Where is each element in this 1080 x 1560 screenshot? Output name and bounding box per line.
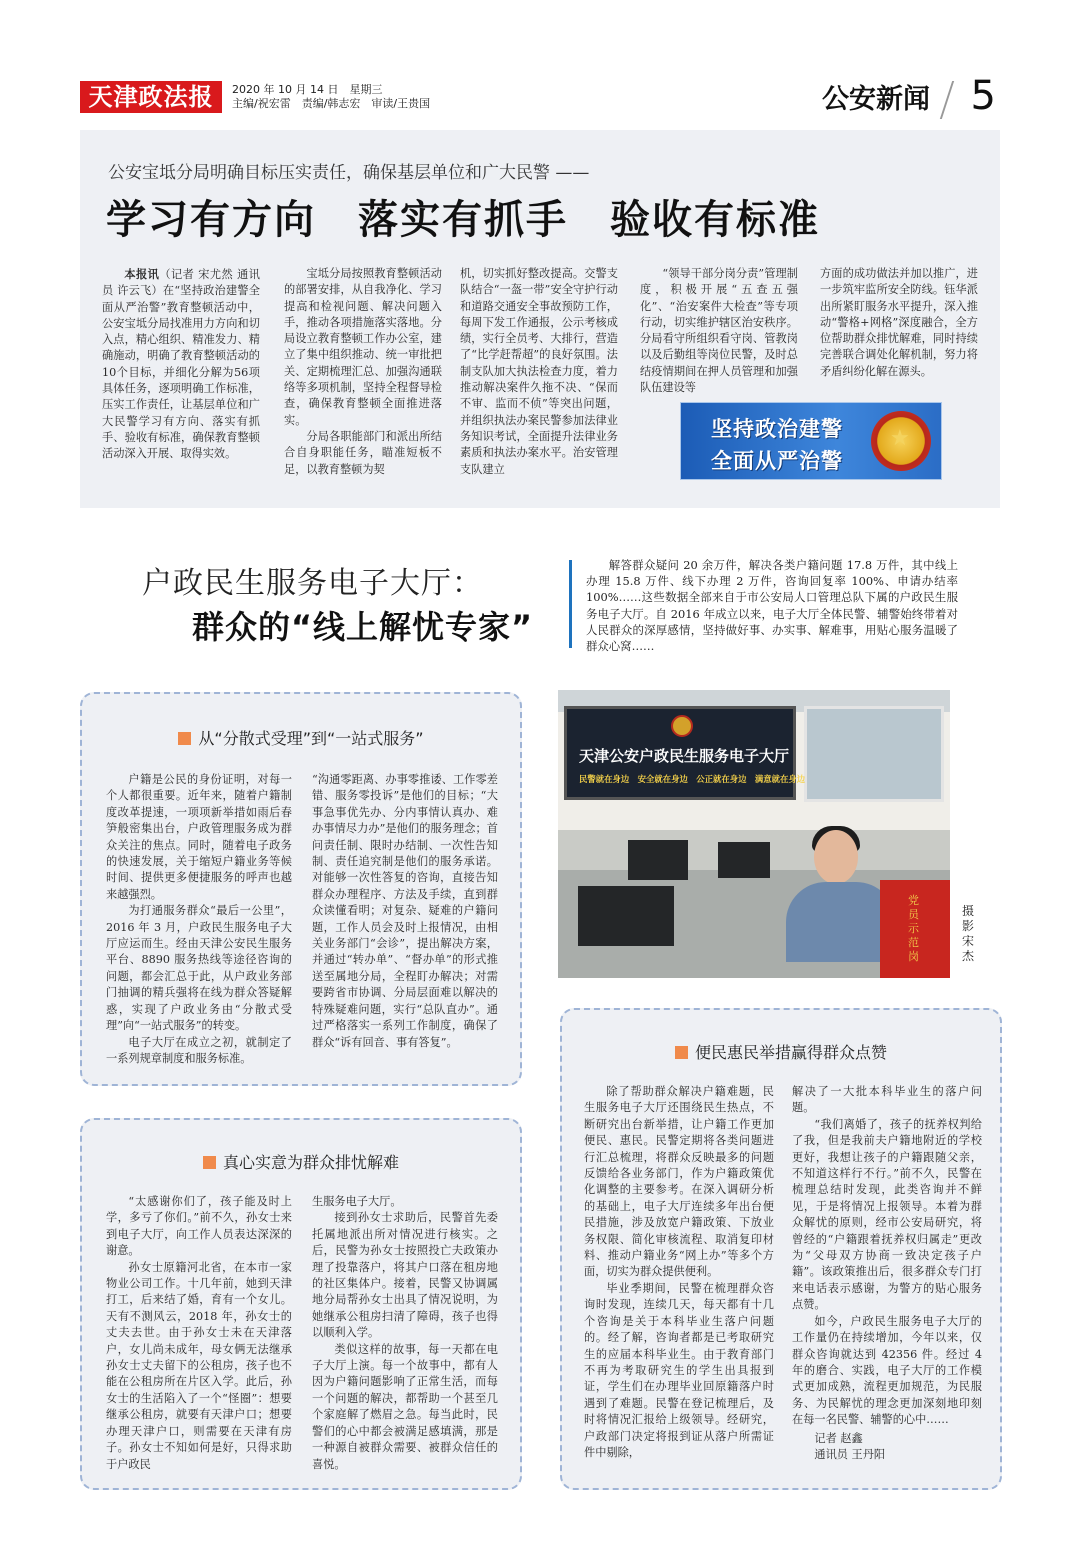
story1-col2-p1: 宝坻分局按照教育整顿活动的部署安排，从自我净化、学习提高和检视问题、解决问题入手，推动各项措施落实落地。分局设立教育整顿工作办公室，建立了集中组织推动、统一审批把关、定期梳理汇总、加强沟通联络等多项机制，坚持全程督导检查，确保教育整顿全面推进落实。 [284, 267, 442, 427]
banner-line-1: 坚持政治建警 [711, 417, 843, 441]
party-member-banner [880, 880, 950, 978]
story1-column-3 [460, 266, 618, 478]
window [804, 706, 944, 802]
monitor [718, 842, 770, 878]
sidebar-box-solve-problems [80, 1118, 522, 1490]
lead-accent-bar [569, 560, 572, 648]
story1-column-5 [820, 266, 978, 380]
correspondent-byline: 通讯员 王丹阳 [814, 1447, 886, 1461]
newspaper-logo: 天津政法报 [80, 81, 222, 113]
box1-heading-text: 从“分散式受理”到“一站式服务” [198, 729, 424, 748]
page-number: 5 [970, 73, 996, 119]
box3-col1-p1: 除了帮助群众解决户籍难题，民生服务电子大厅还围绕民生热点，不断研究出台新举措，让户籍工作更加便民、惠民。民警定期将各类问题进行汇总梳理，将群众反映最多的问题反馈给各业务部门，作为户籍政策优化调整的主要参考。在深入调研分析的基础上，电子大厅连续多年出台便民措施，涉及放宽户籍政策、下放业务权限、简化审核流程、取消复印材料、推动户籍业务“网上办”等多个方面，切实为群众提供便利。 [584, 1085, 774, 1279]
story1-col1-text: （记者 宋尤然 通讯员 许云飞）在“坚持政治建警全面从严治警”教育整顿活动中，公安宝坻分局找准用力方向和切入点，精心组织、精准发力、精确施动，明确了教育整顿活动的10个目标，并细化分解为56项具体任务，逐项明确工作标准，压实工作责任，让基层单位和广大民警学习有方向、落实有抓手、验收有标准，确保教育整顿活动深入开展、取得实效。 [102, 268, 260, 461]
story2-lead [586, 557, 958, 654]
service-hall-photo [558, 690, 950, 978]
box3-heading-text: 便民惠民举措赢得群众点赞 [694, 1043, 887, 1062]
story1-col2-p2: 分局各职能部门和派出所结合自身职能任务，瞄准短板不足，以教育整顿为契 [284, 429, 442, 476]
square-bullet-icon [178, 732, 191, 745]
slogan-banner [680, 402, 942, 480]
section-divider [940, 81, 954, 119]
hall-sign-title: 天津公安户政民生服务电子大厅 [579, 747, 790, 765]
banner-line-2: 全面从严治警 [711, 449, 843, 473]
box2-col2-p3: 类似这样的故事，每一天都在电子大厅上演。每一个故事中，都有人因为户籍问题影响了正常生活，而每一个问题的解决，都帮助一个甚至几个家庭解了燃眉之急。每当此时，民警们的心中都会被满足感填满，那是一种源自被群众需要、被群众信任的喜悦。 [312, 1342, 498, 1471]
box3-col2-p2: “我们离婚了，孩子的抚养权判给了我，但是我前夫户籍地附近的学校更好，我想让孩子的户籍跟随父亲，不知道这样行不行。”前不久，民警在梳理总结时发现，此类咨询并不鲜见，于是将情况上报领导。本着为群众解忧的原则，经市公安局研究，将曾经的“户籍跟着抚养权归属走”更改为“父母双方协商一致决定孩子户籍”。该政策推出后，很多群众专门打来电话表示感谢，为警方的贴心服务点赞。 [792, 1117, 982, 1312]
reporter-byline: 记者 赵鑫 [814, 1431, 863, 1445]
box3-column-1 [584, 1084, 774, 1461]
box2-column-1 [106, 1194, 292, 1473]
box3-col1-p2: 毕业季期间，民警在梳理群众咨询时发现，连续几天，每天都有十几个咨询是关于本科毕业生落户问题的。经了解，咨询者都是已考取研究生的应届本科毕业生。由于教育部门不再为考取研究生的学生出具报到证，学生们在办理毕业回原籍落户时遇到了难题。民警在登记梳理后，及时将情况汇报给上级领导。经研究，户政部门决定将报到证从落户所需证件中剔除， [584, 1281, 774, 1459]
story1-col3-text: 机，切实抓好整改提高。交警支队结合“一盔一带”安全守护行动和道路交通安全事故预防工作，每周下发工作通报，公示考核成绩，实行全员考、大排行，营造了“比学赶帮超”的良好氛围。法制支队加大执法检查力度，着力推动解决案件久拖不决、“保而不审、监而不侦”等突出问题，并组织执法办案民警参加法律业务知识考试，全面提升法律业务素质和执法办案水平。治安管理支队建立 [460, 267, 618, 476]
story1-column-1 [102, 266, 260, 463]
sidebar-box-one-stop-service [80, 692, 522, 1086]
dateline [232, 83, 430, 111]
box1-column-1 [106, 772, 292, 1067]
dateline-label: 本报讯 [124, 267, 160, 281]
section-name: 公安新闻 [822, 84, 930, 115]
box1-column-2 [312, 772, 498, 1051]
box2-heading-text: 真心实意为群众排忧解难 [222, 1153, 399, 1172]
box3-heading [562, 1040, 1000, 1063]
box3-column-2 [792, 1084, 982, 1463]
monitor [628, 840, 688, 880]
story1-col5-text: 方面的成功做法并加以推广，进一步筑牢监所安全防线。钰华派出所紧盯服务水平提升，深入推动“警格+网格”深度融合，全方位帮助群众排忧解难，同时持续完善联合调处化解机制，努力将矛盾纠纷化解在源头。 [820, 267, 978, 378]
box2-col1-p1: “太感谢你们了，孩子能及时上学，多亏了你们。”前不久，孙女士来到电子大厅，向工作人员表达深深的谢意。 [106, 1195, 292, 1258]
story-baodi [80, 130, 1000, 508]
box2-col2-p1: 生服务电子大厅。 [312, 1195, 402, 1208]
story1-column-4 [640, 266, 798, 396]
hall-sign [564, 706, 806, 800]
story2-title-line-1: 户政民生服务电子大厅： [142, 566, 483, 601]
box2-column-2 [312, 1194, 498, 1473]
box2-heading [82, 1150, 520, 1173]
box2-col1-p2: 孙女士原籍河北省，在本市一家物业公司工作。十几年前，她到天津打工，后来结了婚，育有一个女儿。天有不测风云，2018 年，孙女士的丈夫去世。由于孙女士未在天津落户，女儿尚未成年，母女俩无法继承孙女士丈夫留下的公租房，孩子也不能在公租房所在片区入学。此后，孙女士的生活陷入了一个“怪圈”：想要继承公租房，就要有天津户口；想要办理天津户口，则需要在天津有房子。孙女士不知如何是好，只得求助于户政民 [106, 1260, 292, 1471]
square-bullet-icon [203, 1156, 216, 1169]
story2-title-line-2: 群众的“线上解忧专家” [192, 608, 534, 646]
police-emblem-icon: ★ [871, 411, 931, 471]
box1-col1-p1: 户籍是公民的身份证明，对每一个人都很重要。近年来，随着户籍制度改革提速，一项项新举措如雨后春笋般密集出台，户政管理服务成为群众关注的焦点。同时，随着电子政务的快速发展，关于缩短户籍业务等候时间、提供更多便捷服务的呼声也越来越强烈。 [106, 773, 292, 901]
story1-headline: 学习有方向 落实有抓手 验收有标准 [106, 196, 820, 243]
story1-column-2 [284, 266, 442, 478]
police-badge-icon [671, 715, 693, 737]
photo-credit: 摄影 宋杰 [961, 904, 987, 963]
box1-col1-p3: 电子大厅在成立之初，就制定了一系列规章制度和服务标准。 [106, 1035, 292, 1065]
story2-lead-text: 解答群众疑问 20 余万件，解决各类户籍问题 17.8 万件，其中线上办理 15.8 万件、线下办理 2 万件，咨询回复率 100%、申请办结率 100%……这些数据全部来自于市公安局人口管理总队下属的户政民生服务电子大厅。自 2016 年成立以来，电子大厅全体民警、辅警始终带着对人民群众的深厚感情，坚持做好事、办实事、解难事，用贴心服务温暖了群众心窝…… [586, 558, 958, 654]
masthead [80, 75, 1000, 125]
hall-sign-slogan: 民警就在身边 安全就在身边 公正就在身边 满意就在身边 [579, 774, 806, 784]
sidebar-box-convenience-measures [560, 1008, 1002, 1490]
issue-date: 2020 年 10 月 14 日 星期三 [232, 83, 383, 96]
box3-col2-p3: 如今，户政民生服务电子大厅的工作量仍在持续增加，今年以来，仅群众咨询就达到 42356 件。经过 4 年的磨合、实践，电子大厅的工作模式更加成熟，流程更加规范，为民服务、为民解忧的理念更加深刻地印刻在每一名民警、辅警的心中…… [792, 1314, 982, 1427]
monitor [578, 886, 674, 946]
story1-col4-text: “领导干部分岗分责”管理制度，积极开展“五查五强化”、“治安案件大检查”等专项行动，切实维护辖区治安秩序。分局看守所组织看守岗、管教岗以及后勤组等岗位民警，及时总结疫情期间在押人员管理和加强队伍建设等 [640, 267, 798, 395]
box1-col1-p2: 为打通服务群众“最后一公里”，2016 年 3 月，户政民生服务电子大厅应运而生。经由天津公安民生服务平台、8890 服务热线等途径咨询的问题，都会汇总于此，从户政业务部门抽调的精兵强将在线为群众答疑解惑，实现了户政业务由“分散式受理”向“一站式服务”的转变。 [106, 904, 292, 1033]
box1-heading [82, 726, 520, 749]
box3-col2-p1: 解决了一大批本科毕业生的落户问题。 [792, 1085, 982, 1115]
party-banner-text: 党员示范岗 [908, 894, 919, 963]
box2-col2-p2: 接到孙女士求助后，民警首先委托属地派出所对情况进行核实。之后，民警为孙女士按照投亡夫政策办理了投靠落户，将其户口落在租房地的社区集体户。接着，民警又协调属地分局帮孙女士出具了情况说明，为她继承公租房扫清了障碍，孩子也得以顺利入学。 [312, 1211, 498, 1340]
box1-col2-text: “沟通零距离、办事零推诿、工作零差错、服务零投诉”是他们的目标；“大事急事优先办、分内事情认真办、难办事情尽力办”是他们的服务理念；首问责任制、限时办结制、一次性告知制、责任追究制是他们的服务承诺。对能够一次性答复的咨询，直接告知群众办理程序、方法及手续，直到群众读懂看明；对复杂、疑难的户籍问题，工作人员会及时上报情况，由相关业务部门“会诊”，提出解决方案，并通过“转办单”、“督办单”的形式推送至属地分局，全程盯办解决；对需要跨省市协调、分局层面难以解决的特殊疑难问题，实行“总队直办”。通过严格落实一系列工作制度，确保了群众“诉有回音、事有答复”。 [312, 773, 498, 1049]
story1-kicker: 公安宝坻分局明确目标压实责任，确保基层单位和广大民警 —— [108, 163, 590, 183]
editors-line: 主编/祝宏雷 责编/韩志宏 审读/王贵国 [232, 97, 431, 110]
square-bullet-icon [675, 1046, 688, 1059]
